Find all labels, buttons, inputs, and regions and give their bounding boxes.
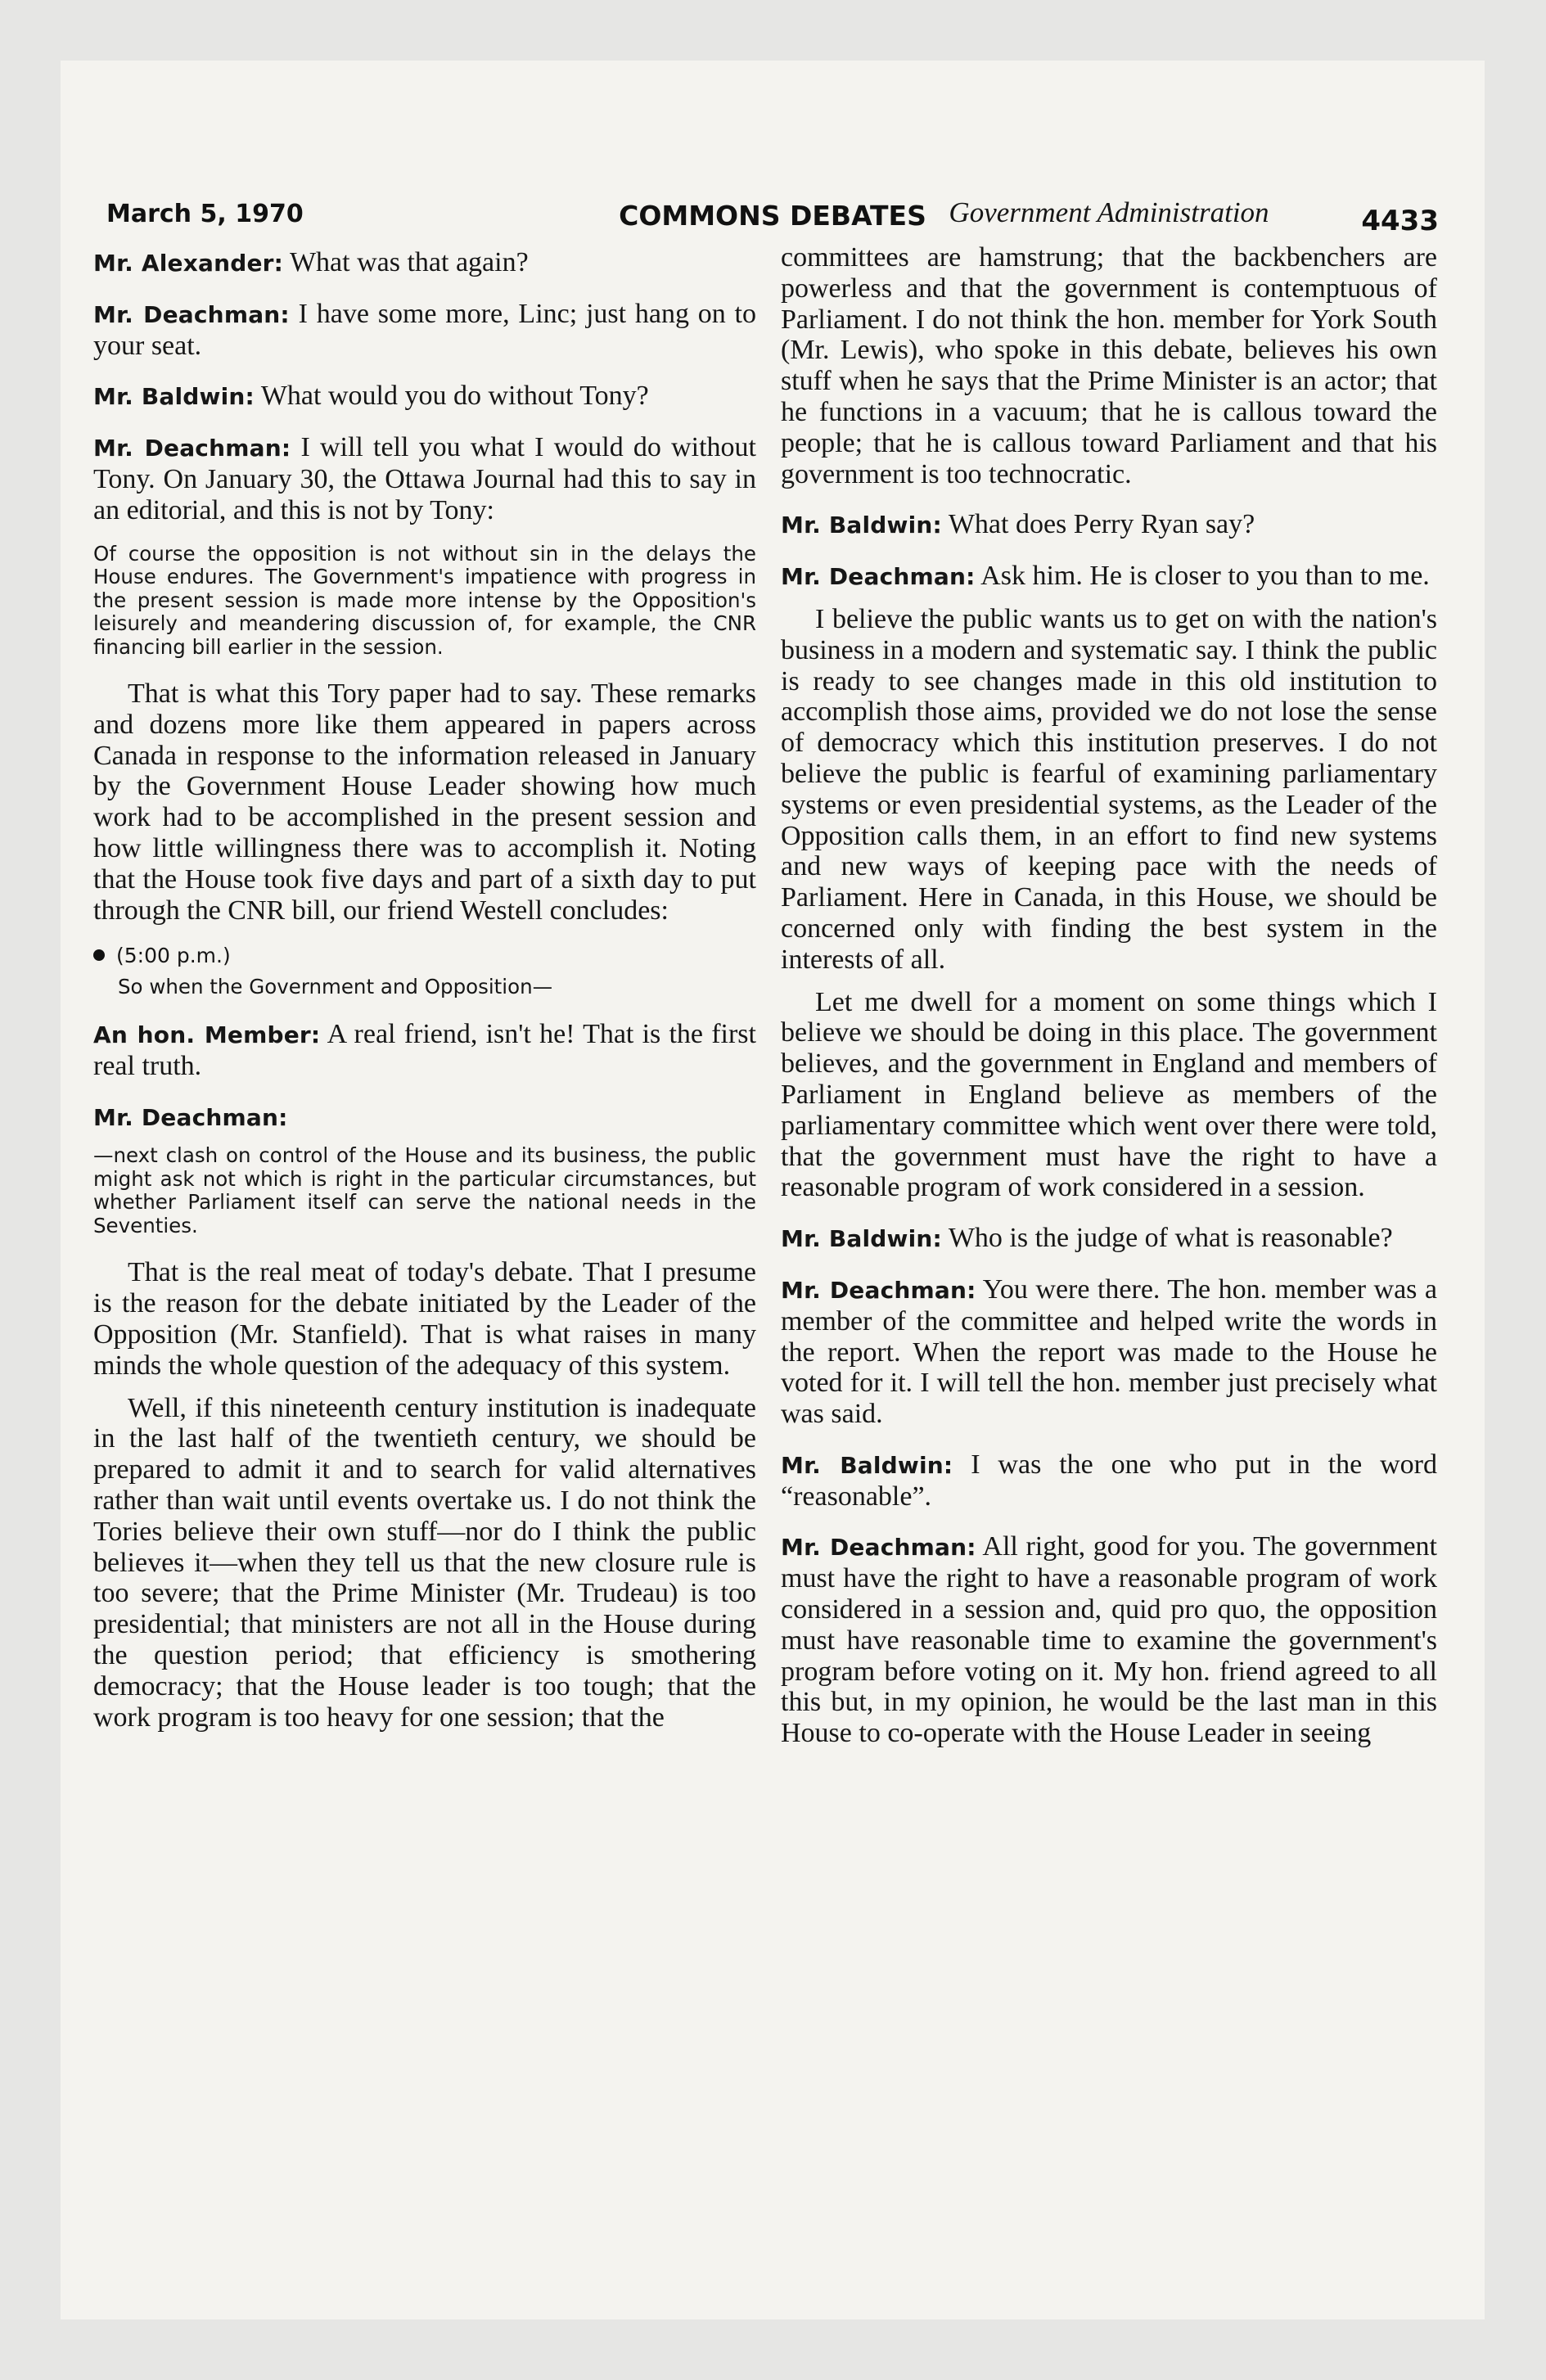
left-column [93,247,756,1733]
section-rubric: Government Administration [949,196,1269,228]
page-number: 4433 [1361,205,1439,237]
speech-text: What would you do without Tony? [260,381,649,412]
speaker-name: Mr. Baldwin: [93,383,255,411]
bullet-icon [93,949,105,961]
speaker-name: Mr. Alexander: [93,250,284,277]
speaker-name: Mr. Baldwin: [781,1225,942,1253]
header-title: COMMONS DEBATES [619,200,926,232]
speech-text: Ask him. He is closer to you than to me. [980,561,1430,592]
speech-text: All right, good for you. The government must have the right to have a reasonable program of work considered in a session and, quid pro quo, the opposition must have reasonable time to examine the government's program before voting on it. My hon. friend agreed to all this but, in my opinion, he would be the last man in this House to co-operate with the House Leader in seeing [781,1531,1438,1749]
speaker-name: Mr. Deachman: [781,563,976,591]
paragraph: That is the real meat of today's debate. That I presume is the reason for the debate initiated by the Leader of the Opposition (Mr. Stanfield). That is what raises in many minds the whole question of the adequacy of this system. [93,1257,756,1381]
speaker-name: An hon. Member: [93,1021,321,1048]
quoted-editorial: So when the Government and Opposition— [118,975,553,999]
speech [93,1102,756,1134]
speech [93,1019,756,1082]
speech [93,432,756,525]
speech-text: Who is the judge of what is reasonable? [948,1223,1393,1254]
speaker-name: Mr. Baldwin: [781,512,942,539]
speech [781,1531,1437,1749]
speech [781,1274,1437,1430]
speaker-name: Mr. Baldwin: [781,1451,953,1479]
speech-text: I will tell you what I would do without Tony. On January 30, the Ottawa Journal had this to say in an editorial, and this is not by Tony: [93,432,757,525]
speech-text: I was the one who put in the word “reasonable”. [781,1449,1438,1512]
speech [781,561,1437,593]
speaker-name: Mr. Deachman: [93,300,290,328]
speech [781,509,1437,541]
speech-text: You were there. The hon. member was a member of the committee and helped write the words in the report. When the report was made to the House he voted for it. I will tell the hon. member just precisely what was said. [781,1273,1437,1430]
paragraph: Let me dwell for a moment on some things which I believe we should be doing in this place. The government believes, and the government in England and members of Parliament in England believe as members of the parliamentary committee which went over there were told, that the government must have the right to have a reasonable program of work considered in a session. [781,986,1437,1203]
speech-text: What does Perry Ryan say? [948,509,1255,540]
speech-text: A real friend, isn't he! That is the first real truth. [93,1018,756,1081]
speech-text: I have some more, Linc; just hang on to your seat. [93,298,757,361]
speech [93,381,756,412]
page [61,61,1485,2319]
quoted-editorial: —next clash on control of the House and its business, the public might ask not which is right in the particular circumstances, but whether Parliament itself can serve the national needs in the Seventies. [93,1143,756,1237]
speaker-name: Mr. Deachman: [93,1103,288,1131]
speech [781,1449,1437,1512]
header-date: March 5, 1970 [106,200,304,228]
speech [781,1223,1437,1255]
paragraph: I believe the public wants us to get on with the nation's business in a modern and systematic say. I think the public is ready to see changes made in this old institution to accomplish those aims, provided we do not lose the sense of democracy which this institution preserves. I do not believe the public is fearful of examining parliamentary systems or even presidential systems, as the Leader of the Opposition calls them, in an effort to find new systems and new ways of keeping pace with the needs of Parliament. Here in Canada, in this House, we should be concerned only with finding the best system in the interests of all. [781,603,1437,975]
speaker-name: Mr. Deachman: [93,435,291,462]
speaker-name: Mr. Deachman: [781,1276,976,1304]
time-stamp: (5:00 p.m.) [116,944,231,968]
quoted-editorial: Of course the opposition is not without sin in the delays the House endures. The Government's impatience with progress in the present session is made more intense by the Opposition's leisurely and meandering discussion of, for example, the CNR financing bill earlier in the session. [93,541,756,659]
speech [93,299,756,362]
speech-text: What was that again? [289,247,529,277]
time-marker [93,944,756,967]
paragraph: That is what this Tory paper had to say. These remarks and dozens more like them appeared in papers across Canada in response to the information released in January by the Government House Leader showing how much work had to be accomplished in the present session and how little willingness there was to accomplish it. Noting that the House took five days and part of a sixth day to put through the CNR bill, our friend Westell concludes: [93,678,756,926]
paragraph: Well, if this nineteenth century institution is inadequate in the last half of the twentieth century, we should be prepared to admit it and to search for valid alternatives rather than wait until events overtake us. I do not think the Tories believe their own stuff—nor do I think the public believes it—when they tell us that the new closure rule is too severe; that the Prime Minister (Mr. Trudeau) is too presidential; that ministers are not all in the House during the question period; that efficiency is smothering democracy; that the House leader is too tough; that the work program is too heavy for one session; that the [93,1392,756,1733]
speaker-name: Mr. Deachman: [781,1534,976,1562]
paragraph-continued: committees are hamstrung; that the backbenchers are powerless and that the government is contemptuous of Parliament. I do not think the hon. member for York South (Mr. Lewis), who spoke in this debate, believes his own stuff when he says that the Prime Minister is an actor; that he functions in a vacuum; that he is callous toward the people; that he is callous toward Parliament and that his government is too technocratic. [781,242,1437,489]
speech [93,247,756,279]
